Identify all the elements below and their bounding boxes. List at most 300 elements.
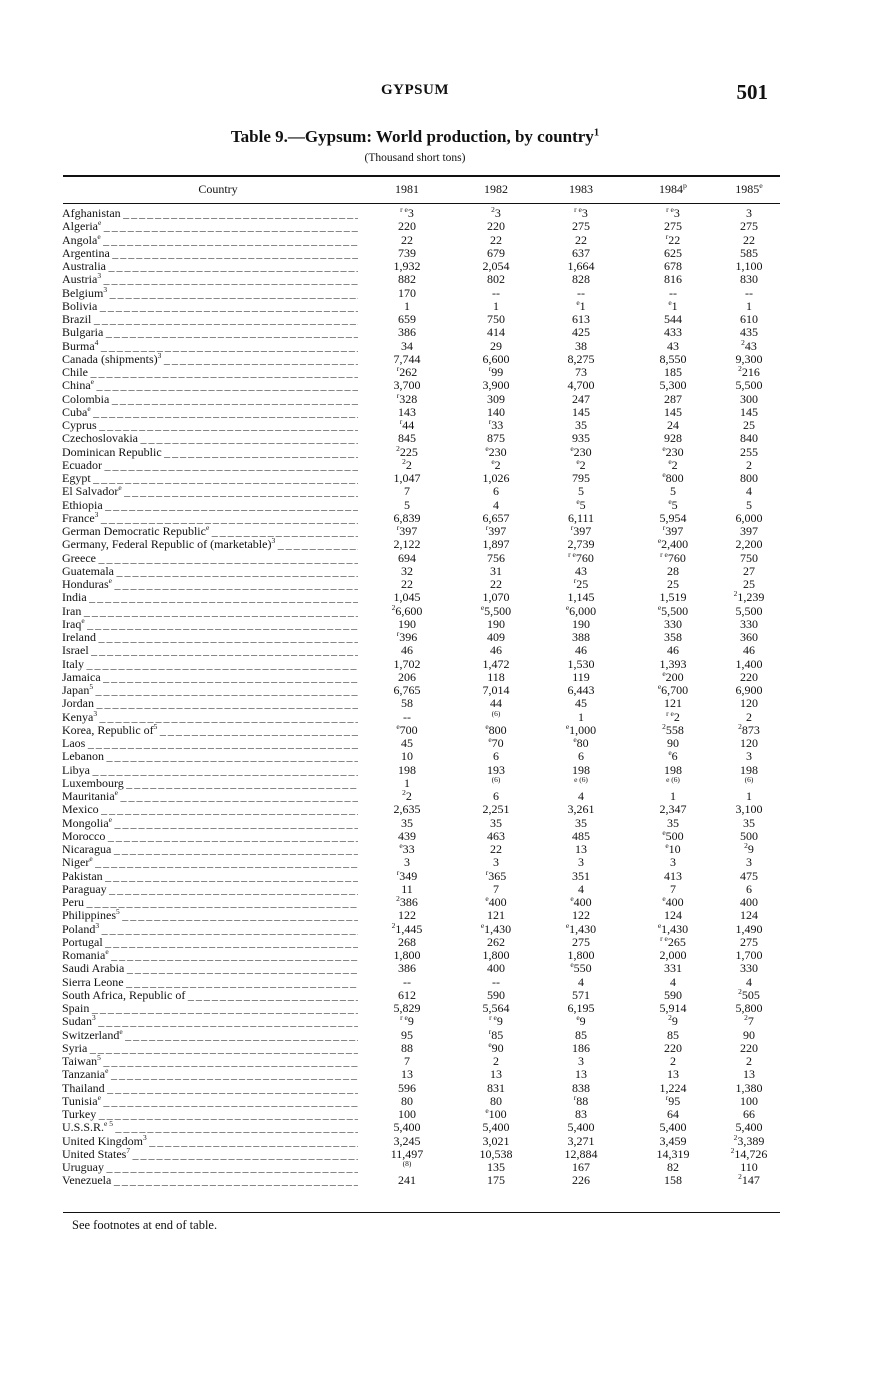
value-number: 4 xyxy=(670,974,676,989)
value-number: 816 xyxy=(664,272,682,287)
country-name xyxy=(62,300,358,313)
value-number: 610 xyxy=(740,312,758,326)
value-number: 10,538 xyxy=(479,1146,513,1161)
value-number: 158 xyxy=(664,1173,682,1188)
value-cell xyxy=(541,512,621,525)
country-name xyxy=(62,379,358,392)
country-label: Canada (shipments) xyxy=(62,352,158,366)
value-cell xyxy=(456,326,536,339)
country-label: Syria xyxy=(62,1041,88,1055)
country-footnote-mark: 3 xyxy=(95,922,100,930)
value-note-mark: (6) xyxy=(491,708,501,718)
value-cell xyxy=(709,671,789,684)
value-cell xyxy=(367,1135,447,1148)
value-number: 1,445 xyxy=(395,921,423,936)
country-label: Chile xyxy=(62,366,88,379)
value-cell xyxy=(709,552,789,565)
value-cell xyxy=(367,721,447,737)
value-cell xyxy=(367,883,447,896)
value-cell xyxy=(367,565,447,578)
country-footnote-mark: 3 xyxy=(143,1134,147,1142)
value-cell xyxy=(541,1108,621,1121)
value-number: 46 xyxy=(490,643,502,658)
value-cell xyxy=(367,220,447,233)
country-footnote-mark: 5 xyxy=(116,909,120,917)
value-number: 349 xyxy=(399,868,418,883)
value-cell xyxy=(367,353,447,366)
value-cell xyxy=(541,247,621,260)
value-cell xyxy=(367,920,447,936)
value-number: 5,400 xyxy=(659,1120,687,1135)
country-name xyxy=(62,1029,358,1042)
value-cell xyxy=(456,774,536,790)
value-number: 2 xyxy=(673,709,680,724)
value-cell xyxy=(541,1042,621,1055)
country-label: Saudi Arabia xyxy=(62,962,125,976)
value-cell xyxy=(456,909,536,922)
value-cell xyxy=(367,602,447,618)
value-cell xyxy=(541,456,621,472)
table-bottom-rule xyxy=(63,1212,780,1213)
value-number: 5 xyxy=(671,497,678,512)
value-note-mark: e xyxy=(576,297,580,307)
value-cell xyxy=(456,1121,536,1134)
value-cell xyxy=(541,750,621,763)
value-number: 2 xyxy=(746,1054,752,1068)
country-footnote-mark: e xyxy=(90,379,94,387)
value-cell xyxy=(456,920,536,936)
country-label: Algeria xyxy=(62,220,98,234)
value-cell xyxy=(367,390,447,406)
value-number: 425 xyxy=(572,325,590,340)
value-number: 1,472 xyxy=(482,656,510,671)
country-label: Egypt xyxy=(62,472,91,485)
value-cell xyxy=(541,920,621,936)
country-footnote-mark: 5 xyxy=(97,1055,101,1062)
value-number: 3 xyxy=(407,206,414,220)
value-cell xyxy=(367,472,447,485)
country-name xyxy=(62,711,358,724)
value-number: 66 xyxy=(743,1107,755,1121)
value-cell xyxy=(709,774,789,790)
value-cell xyxy=(541,684,621,697)
value-number: 45 xyxy=(575,696,587,711)
value-number: 400 xyxy=(665,895,684,909)
value-cell xyxy=(541,936,621,949)
value-note-mark: e xyxy=(491,456,495,466)
value-cell xyxy=(367,419,447,432)
value-number: 2 xyxy=(746,457,752,472)
value-number: 33 xyxy=(402,842,415,856)
value-cell xyxy=(709,684,789,697)
value-number: 1 xyxy=(493,298,499,313)
value-number: 73 xyxy=(575,365,587,379)
value-number: 1,100 xyxy=(735,259,763,273)
value-number: 3,021 xyxy=(482,1133,510,1148)
value-number: 220 xyxy=(740,669,758,684)
value-cell xyxy=(541,1135,621,1148)
value-cell xyxy=(541,549,621,565)
value-number: 300 xyxy=(740,391,758,406)
value-cell xyxy=(709,459,789,472)
value-number: 6,600 xyxy=(395,603,423,618)
value-cell xyxy=(456,1174,536,1187)
country-name xyxy=(62,724,358,737)
value-number: 38 xyxy=(575,338,587,353)
value-cell xyxy=(456,843,536,856)
value-cell xyxy=(709,909,789,922)
country-footnote-mark: e xyxy=(114,790,118,797)
value-number: 760 xyxy=(667,550,686,565)
value-number: 5 xyxy=(670,484,676,499)
country-name xyxy=(62,1002,358,1015)
value-number: 3 xyxy=(493,855,499,870)
country-label: China xyxy=(62,379,91,393)
value-cell xyxy=(456,1039,536,1055)
value-cell xyxy=(367,711,447,724)
value-number: 33 xyxy=(491,418,504,432)
value-cell xyxy=(367,936,447,949)
value-number: 1 xyxy=(746,298,752,313)
country-footnote-mark: e 5 xyxy=(104,1121,113,1129)
country-name xyxy=(62,234,358,247)
value-number: 88 xyxy=(576,1093,589,1108)
value-cell xyxy=(541,1121,621,1134)
country-label: German Democratic Republic xyxy=(62,525,206,538)
country-name xyxy=(62,949,358,962)
value-number: 1,519 xyxy=(659,590,687,605)
table-title-text: Table 9.—Gypsum: World production, by country xyxy=(230,127,594,146)
value-number: 9 xyxy=(407,1014,414,1029)
value-number: 3 xyxy=(670,855,676,870)
value-note-mark: 2 xyxy=(730,1145,735,1155)
value-cell xyxy=(633,538,713,551)
value-number: 2 xyxy=(405,457,412,472)
value-cell xyxy=(456,419,536,432)
value-number: 1 xyxy=(404,775,410,790)
value-cell xyxy=(633,1042,713,1055)
value-number: 121 xyxy=(664,696,682,711)
value-cell xyxy=(456,220,536,233)
value-number: 388 xyxy=(572,630,590,644)
value-number: 216 xyxy=(741,365,760,379)
value-number: 255 xyxy=(740,444,758,459)
value-number: 5,829 xyxy=(393,1001,421,1015)
country-footnote-mark: e xyxy=(105,949,109,956)
value-cell xyxy=(709,565,789,578)
value-number: 80 xyxy=(576,736,589,750)
country-name xyxy=(62,578,358,591)
value-note-mark: r e xyxy=(489,1013,497,1023)
value-cell xyxy=(541,830,621,843)
value-number: 1,145 xyxy=(567,590,595,605)
value-note-mark: e xyxy=(662,668,666,678)
value-number: 5 xyxy=(746,497,752,512)
value-number: 3 xyxy=(581,206,588,220)
value-cell xyxy=(541,260,621,273)
country-footnote-mark: e xyxy=(118,485,122,493)
table-footnote: See footnotes at end of table. xyxy=(72,1218,218,1232)
value-number: 12,884 xyxy=(564,1146,598,1161)
value-cell xyxy=(456,896,536,909)
value-number: 739 xyxy=(398,245,416,260)
value-cell xyxy=(456,313,536,326)
table-row xyxy=(0,976,882,989)
value-note-mark: r xyxy=(665,231,669,241)
value-number: 750 xyxy=(740,550,758,565)
country-footnote-mark: e xyxy=(108,816,112,824)
country-label: Iran xyxy=(62,604,82,618)
table-row xyxy=(0,485,882,498)
value-cell xyxy=(456,234,536,247)
value-number: 331 xyxy=(664,961,682,976)
value-number: 46 xyxy=(743,643,755,658)
table-row xyxy=(0,220,882,233)
value-number: 2 xyxy=(670,1054,676,1068)
value-number: 95 xyxy=(401,1027,413,1042)
value-cell xyxy=(367,684,447,697)
value-number: 135 xyxy=(487,1160,505,1174)
value-cell xyxy=(633,602,713,618)
country-name xyxy=(62,406,358,419)
country-label: United States xyxy=(62,1147,127,1161)
value-cell xyxy=(541,697,621,710)
value-cell xyxy=(633,353,713,366)
value-number: 247 xyxy=(572,391,590,406)
value-cell xyxy=(541,565,621,578)
value-cell xyxy=(456,989,536,1002)
value-note-mark: e xyxy=(657,920,662,930)
country-label: Iraq xyxy=(62,617,82,631)
value-number: 35 xyxy=(490,815,502,830)
value-cell xyxy=(541,602,621,618)
value-number: 550 xyxy=(573,961,592,976)
value-note-mark: e xyxy=(570,894,574,903)
country-name xyxy=(62,1082,358,1095)
value-number: 14,726 xyxy=(734,1146,768,1161)
value-cell xyxy=(456,1026,536,1042)
value-note-mark: r e xyxy=(400,1013,408,1023)
country-footnote-mark: 4 xyxy=(94,339,99,347)
value-number: 25 xyxy=(743,418,755,432)
value-number: 230 xyxy=(665,444,684,459)
value-cell xyxy=(541,962,621,975)
column-header-label: 1982 xyxy=(484,182,508,196)
value-number: 1,800 xyxy=(482,948,510,962)
country-label: Morocco xyxy=(62,829,106,843)
table-row xyxy=(0,366,882,379)
value-number: 625 xyxy=(664,245,682,260)
country-label: Mongolia xyxy=(62,816,109,830)
country-label: Switzerland xyxy=(62,1028,120,1042)
country-name xyxy=(62,644,358,657)
value-cell xyxy=(541,472,621,485)
value-note-mark: e xyxy=(565,602,570,612)
value-cell xyxy=(367,1042,447,1055)
country-label: Uruguay xyxy=(62,1161,104,1174)
value-number: 22 xyxy=(490,232,502,247)
value-cell xyxy=(367,406,447,419)
value-number: 7 xyxy=(404,1054,410,1068)
value-cell xyxy=(367,234,447,247)
value-cell xyxy=(541,737,621,750)
table-row xyxy=(0,538,882,551)
value-number: 6,900 xyxy=(735,683,763,697)
value-cell xyxy=(709,1042,789,1055)
value-number: 110 xyxy=(740,1160,758,1174)
value-cell xyxy=(541,220,621,233)
country-name xyxy=(62,260,358,273)
table-row xyxy=(0,456,882,472)
value-note-mark: r xyxy=(396,629,400,638)
value-number: 6,765 xyxy=(393,683,421,697)
value-cell xyxy=(367,499,447,512)
value-cell xyxy=(456,671,536,684)
value-number: 5,300 xyxy=(659,378,687,393)
value-note-mark: e xyxy=(485,443,489,453)
value-number: 10 xyxy=(401,749,413,764)
table-row xyxy=(0,750,882,763)
column-header-1984 xyxy=(633,181,713,197)
value-number: 1,380 xyxy=(735,1080,763,1095)
country-name xyxy=(62,803,358,816)
value-cell xyxy=(456,379,536,392)
value-number: 147 xyxy=(741,1173,760,1188)
value-note-mark: e xyxy=(668,496,672,506)
value-number: 4 xyxy=(578,974,584,989)
table-row xyxy=(0,602,882,618)
value-note-mark: r xyxy=(485,867,489,877)
value-cell xyxy=(367,207,447,220)
value-number: 44 xyxy=(490,696,502,711)
value-number: 2,200 xyxy=(735,537,763,552)
value-number: 750 xyxy=(487,312,505,326)
value-cell xyxy=(709,843,789,856)
value-number: 1 xyxy=(578,709,584,724)
value-note-mark: r xyxy=(488,417,492,426)
value-cell xyxy=(456,1135,536,1148)
value-cell xyxy=(541,909,621,922)
value-number: 5,500 xyxy=(735,378,763,393)
value-cell xyxy=(456,353,536,366)
country-label: Romania xyxy=(62,949,106,962)
value-cell xyxy=(367,1121,447,1134)
value-cell xyxy=(367,247,447,260)
value-number: 275 xyxy=(572,219,590,234)
table-units: (Thousand short tons) xyxy=(364,152,466,164)
value-note-mark: e xyxy=(565,920,570,930)
value-number: 3,459 xyxy=(659,1133,687,1148)
value-cell xyxy=(456,432,536,445)
country-label: Colombia xyxy=(62,392,110,406)
value-number: 873 xyxy=(741,722,760,737)
value-note-mark: e xyxy=(662,443,666,453)
value-number: 28 xyxy=(667,563,679,578)
value-cell xyxy=(709,1095,789,1108)
value-cell xyxy=(456,260,536,273)
country-label: Jamaica xyxy=(62,670,101,684)
table-body xyxy=(0,207,882,1188)
country-name xyxy=(62,605,358,618)
value-number: -- xyxy=(492,974,500,989)
value-number: 700 xyxy=(399,722,418,737)
country-name xyxy=(62,326,358,339)
value-cell xyxy=(456,1095,536,1108)
value-cell xyxy=(456,300,536,313)
country-label: Jordan xyxy=(62,697,94,711)
value-note-mark: 2 xyxy=(668,1013,672,1023)
value-note-mark: r xyxy=(488,1026,492,1036)
value-cell xyxy=(367,326,447,339)
value-cell xyxy=(456,1082,536,1095)
column-header-label: 1984 xyxy=(659,182,684,196)
value-number: 413 xyxy=(664,868,682,883)
value-cell xyxy=(456,578,536,591)
value-number: 1,430 xyxy=(661,921,689,936)
value-number: 3 xyxy=(746,206,752,220)
table-row xyxy=(0,856,882,869)
value-cell xyxy=(456,340,536,353)
value-cell xyxy=(367,737,447,750)
value-cell xyxy=(709,1132,789,1148)
country-label: Israel xyxy=(62,644,89,658)
value-cell xyxy=(541,287,621,300)
value-number: 571 xyxy=(572,987,590,1002)
value-number: 13 xyxy=(667,1067,679,1082)
country-label: Tanzania xyxy=(62,1068,106,1082)
country-footnote-mark: 3 xyxy=(103,286,108,294)
value-number: 400 xyxy=(740,895,758,909)
country-label: Lebanon xyxy=(62,750,104,764)
value-cell xyxy=(456,684,536,697)
value-number: 5,954 xyxy=(659,510,687,525)
value-cell xyxy=(709,986,789,1002)
table-row xyxy=(0,390,882,406)
value-cell xyxy=(633,220,713,233)
value-number: 85 xyxy=(667,1027,679,1042)
value-cell xyxy=(541,578,621,591)
table-row xyxy=(0,618,882,631)
value-number: 1,700 xyxy=(735,948,763,962)
value-cell xyxy=(456,538,536,551)
value-number: 3 xyxy=(578,1054,584,1068)
value-number: 22 xyxy=(401,232,413,247)
value-number: -- xyxy=(403,709,411,724)
country-name xyxy=(62,552,358,565)
value-number: 1,897 xyxy=(482,537,510,552)
country-label: Spain xyxy=(62,1002,90,1015)
country-name xyxy=(62,1174,358,1187)
value-number: 328 xyxy=(399,391,418,406)
value-number: 3 xyxy=(494,206,501,220)
value-cell xyxy=(456,949,536,962)
value-cell xyxy=(541,721,621,737)
value-cell xyxy=(633,750,713,763)
value-note-mark: 2 xyxy=(402,456,406,466)
value-cell xyxy=(633,1135,713,1148)
value-cell xyxy=(541,618,621,631)
country-label: Greece xyxy=(62,551,96,565)
country-footnote-mark: e xyxy=(87,405,91,413)
country-name xyxy=(62,697,358,710)
value-number: 100 xyxy=(488,1107,507,1121)
country-label: Austria xyxy=(62,273,98,287)
value-note-mark: 2 xyxy=(396,894,400,903)
value-number: 6,657 xyxy=(482,510,510,525)
value-number: 414 xyxy=(487,325,505,340)
value-number: 24 xyxy=(667,418,679,432)
table-row xyxy=(0,909,882,922)
